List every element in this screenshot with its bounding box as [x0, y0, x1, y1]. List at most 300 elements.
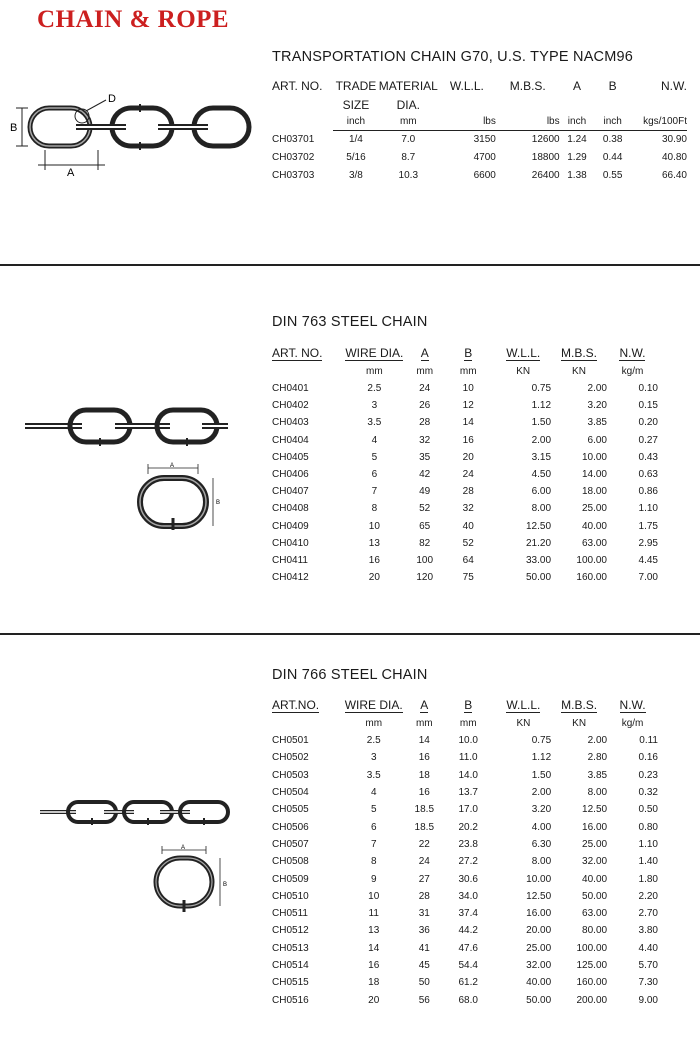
- table-cell: 4: [371, 434, 378, 446]
- table-cell: 9: [370, 873, 377, 885]
- table-cell: 12.50: [582, 804, 608, 816]
- units-row: [272, 114, 687, 130]
- table-cell: 2.00: [531, 787, 552, 799]
- table-cell: 18.00: [581, 486, 607, 498]
- table-cell: 18800: [531, 151, 560, 163]
- table-cell: 28: [418, 890, 430, 902]
- table-cell: 82: [419, 537, 431, 549]
- table-cell: 32.00: [582, 856, 608, 868]
- table-row: [272, 767, 658, 784]
- col-header: M.B.S.: [561, 345, 598, 360]
- table-cell: 3: [370, 752, 377, 764]
- table-cell: 36: [418, 925, 430, 937]
- table-row: [272, 500, 658, 517]
- table-cell: 14: [368, 942, 380, 954]
- table-cell: 0.27: [638, 434, 658, 446]
- table-row: [272, 922, 658, 939]
- table-cell: 0.86: [638, 486, 658, 498]
- din763-diagram-label-a: A: [170, 463, 175, 469]
- units-row: [272, 362, 658, 380]
- unit-cell: lbs: [438, 114, 496, 130]
- table-cell: 16: [368, 960, 380, 971]
- table-cell: 8.00: [587, 787, 608, 799]
- table-cell: 50.00: [526, 572, 552, 584]
- table-cell: 8: [371, 503, 378, 515]
- page-title: CHAIN & ROPE: [37, 6, 230, 33]
- col-header: ART. NO.: [272, 79, 323, 93]
- table-cell: 44.2: [458, 925, 478, 937]
- col-header: W.L.L.: [506, 697, 541, 712]
- g70-spec-table: [272, 76, 687, 184]
- table-cell: 17.0: [458, 804, 478, 816]
- unit-cell: KN: [572, 717, 587, 729]
- table-cell: 5.70: [638, 960, 658, 971]
- table-cell: 13: [368, 537, 380, 549]
- table-cell: 20.2: [458, 821, 478, 833]
- table-row: [272, 991, 658, 1008]
- art-no-cell: CH0514: [272, 960, 309, 971]
- table-cell: 65: [419, 520, 431, 532]
- table-cell: 0.23: [638, 769, 658, 781]
- col-header: A: [572, 79, 581, 93]
- col-header: N.W.: [661, 79, 687, 93]
- art-no-cell: CH0508: [272, 856, 309, 868]
- table-row: [272, 732, 658, 749]
- table-cell: 7: [370, 838, 377, 850]
- table-cell: 0.38: [602, 133, 623, 145]
- table-cell: 4.40: [638, 942, 658, 954]
- table-cell: 40.00: [582, 873, 608, 885]
- table-cell: 40.00: [526, 977, 552, 989]
- table-cell: 52: [462, 537, 474, 549]
- table-cell: 3.85: [587, 769, 608, 781]
- table-row: [272, 888, 658, 905]
- table-cell: 1.10: [638, 838, 658, 850]
- col-header: SIZE: [342, 98, 370, 112]
- col-header: A: [420, 697, 429, 712]
- table-header-row-2: [272, 96, 687, 114]
- table-cell: 11.0: [458, 752, 478, 764]
- din766-diagram-label-a: A: [181, 845, 186, 851]
- art-no-cell: CH0405: [272, 451, 309, 463]
- table-cell: 3/8: [348, 169, 363, 181]
- art-no-cell: CH0412: [272, 572, 309, 584]
- table-header-row: [272, 696, 658, 714]
- table-cell: 3.20: [531, 804, 552, 816]
- table-cell: 120: [416, 572, 434, 584]
- unit-cell: kg/m: [621, 717, 644, 729]
- art-no-cell: CH0511: [272, 908, 308, 920]
- table-cell: 30.6: [458, 873, 478, 885]
- table-cell: 27: [418, 873, 430, 885]
- table-cell: 0.32: [638, 787, 658, 799]
- table-cell: 10.3: [398, 169, 419, 181]
- table-cell: 14: [418, 735, 430, 747]
- table-cell: 7.0: [401, 133, 416, 145]
- col-header: TRADE: [335, 79, 377, 93]
- art-no-cell: CH0507: [272, 838, 309, 850]
- table-cell: 8: [370, 856, 377, 868]
- table-cell: 40.00: [581, 520, 607, 532]
- table-cell: 24: [418, 856, 430, 868]
- table-cell: 3.80: [638, 925, 658, 937]
- table-row: [272, 905, 658, 922]
- table-cell: 37.4: [458, 908, 478, 920]
- table-cell: 2.80: [587, 752, 608, 764]
- table-row: [272, 449, 658, 466]
- table-row: [272, 130, 687, 148]
- table-cell: 16: [418, 752, 430, 764]
- table-cell: 1.50: [531, 417, 552, 429]
- table-cell: 49: [419, 486, 431, 498]
- table-cell: 16.00: [526, 908, 552, 920]
- art-no-cell: CH03701: [272, 133, 315, 145]
- table-row: [272, 749, 658, 766]
- table-cell: 12600: [531, 133, 560, 145]
- table-row: [272, 148, 687, 166]
- table-cell: 75: [462, 572, 474, 584]
- art-no-cell: CH0513: [272, 942, 309, 954]
- din766-spec-table: [272, 696, 658, 1009]
- art-no-cell: CH0402: [272, 400, 309, 412]
- table-cell: 35: [419, 451, 431, 463]
- table-cell: 25.00: [581, 503, 607, 515]
- section-divider: [0, 633, 700, 635]
- table-cell: 18.5: [414, 804, 435, 816]
- table-cell: 63.00: [581, 537, 607, 549]
- col-header: DIA.: [396, 98, 420, 112]
- table-cell: 33.00: [526, 554, 552, 566]
- col-header: B: [464, 345, 473, 360]
- table-cell: 27.2: [458, 856, 478, 868]
- col-header: W.L.L.: [449, 79, 484, 93]
- table-row: [272, 801, 658, 818]
- table-cell: 0.80: [638, 821, 658, 833]
- table-row: [272, 397, 658, 414]
- table-cell: 1.75: [638, 520, 658, 532]
- table-cell: 20: [462, 451, 474, 463]
- din763-link-detail-diagram: [128, 458, 228, 538]
- col-header: N.W.: [619, 697, 646, 712]
- table-cell: 64: [462, 554, 474, 566]
- table-cell: 54.4: [458, 960, 478, 971]
- table-cell: 18: [368, 977, 380, 989]
- table-cell: 4700: [473, 151, 496, 163]
- art-no-cell: CH0506: [272, 821, 309, 833]
- col-header: M.B.S.: [509, 79, 546, 93]
- table-cell: 200.00: [576, 994, 608, 1006]
- table-cell: 3.5: [367, 417, 382, 429]
- table-cell: 10: [368, 520, 380, 532]
- table-cell: 14.00: [581, 469, 607, 481]
- table-cell: 30.90: [661, 133, 687, 145]
- table-cell: 1.50: [531, 769, 552, 781]
- table-cell: 1.38: [567, 169, 587, 181]
- table-cell: 160.00: [576, 572, 607, 584]
- table-cell: 52: [419, 503, 431, 515]
- table-cell: 6.00: [587, 434, 607, 446]
- col-header: ART. NO.: [272, 345, 323, 360]
- table-cell: 4.50: [531, 469, 552, 481]
- din766-diagram-label-b: B: [223, 882, 228, 888]
- table-cell: 61.2: [458, 977, 478, 989]
- table-cell: 1/4: [348, 133, 363, 145]
- table-cell: 14: [462, 417, 474, 429]
- art-no-cell: CH0505: [272, 804, 309, 816]
- art-no-cell: CH0504: [272, 787, 309, 799]
- table-cell: 50.00: [582, 890, 608, 902]
- table-row: [272, 166, 687, 184]
- col-header: A: [420, 345, 429, 360]
- table-cell: 1.29: [567, 151, 587, 163]
- unit-cell: KN: [516, 717, 531, 729]
- table-cell: 0.75: [531, 383, 552, 395]
- table-cell: 4: [370, 787, 377, 799]
- table-row: [272, 466, 658, 483]
- table-cell: 41: [418, 942, 430, 954]
- table-cell: 1.12: [531, 752, 552, 764]
- col-header: B: [464, 697, 473, 712]
- section-divider: [0, 264, 700, 266]
- table-cell: 24: [419, 383, 431, 395]
- table-cell: 8.00: [531, 856, 552, 868]
- unit-cell: inch: [594, 114, 631, 130]
- col-header: W.L.L.: [506, 345, 541, 360]
- table-cell: 8.00: [531, 503, 552, 515]
- table-cell: 0.63: [638, 469, 658, 481]
- table-cell: 3: [371, 400, 378, 412]
- table-cell: 6: [370, 821, 377, 833]
- table-cell: 4.00: [531, 821, 552, 833]
- table-cell: 1.40: [638, 856, 658, 868]
- table-cell: 0.44: [602, 151, 623, 163]
- col-header: ART.NO.: [272, 697, 320, 712]
- unit-cell: mm: [366, 365, 383, 377]
- table-cell: 3.20: [587, 400, 607, 412]
- table-cell: 50: [418, 977, 430, 989]
- art-no-cell: CH0408: [272, 503, 309, 515]
- table-cell: 14.0: [458, 769, 478, 781]
- table-cell: 6.30: [531, 838, 552, 850]
- table-cell: 10.0: [458, 735, 478, 747]
- col-header: B: [608, 79, 617, 93]
- unit-cell: KN: [516, 365, 531, 377]
- table-cell: 23.8: [458, 838, 478, 850]
- art-no-cell: CH0509: [272, 873, 309, 885]
- unit-cell: KN: [572, 365, 586, 377]
- table-cell: 40: [462, 520, 474, 532]
- unit-cell: mm: [416, 365, 434, 377]
- table-cell: 0.16: [638, 752, 658, 764]
- table-cell: 6: [371, 469, 378, 481]
- table-cell: 68.0: [458, 994, 478, 1006]
- table-cell: 0.75: [531, 735, 552, 747]
- table-cell: 0.11: [639, 735, 658, 747]
- table-cell: 18.5: [414, 821, 435, 833]
- table-cell: 66.40: [661, 169, 687, 181]
- table-cell: 21.20: [526, 537, 552, 549]
- table-cell: 5: [370, 804, 377, 816]
- table-row: [272, 957, 658, 974]
- table-row: [272, 414, 658, 431]
- table-cell: 1.12: [531, 400, 552, 412]
- table-cell: 42: [419, 469, 431, 481]
- table-cell: 0.50: [638, 804, 658, 816]
- table-cell: 0.10: [638, 383, 658, 395]
- table-cell: 5: [371, 451, 378, 463]
- art-no-cell: CH0410: [272, 537, 309, 549]
- table-cell: 24: [462, 469, 474, 481]
- table-cell: 34.0: [458, 890, 478, 902]
- table-header-row: [272, 344, 658, 362]
- table-cell: 10.00: [581, 451, 607, 463]
- table-cell: 31: [418, 908, 430, 920]
- table-cell: 0.15: [638, 400, 658, 412]
- table-cell: 3.15: [531, 451, 552, 463]
- table-cell: 10: [368, 890, 380, 902]
- unit-cell: kgs/100Ft: [631, 114, 687, 130]
- table-cell: 47.6: [458, 942, 478, 954]
- table-cell: 0.20: [638, 417, 658, 429]
- table-cell: 125.00: [576, 960, 608, 971]
- table-cell: 5/16: [346, 151, 366, 163]
- g70-diagram-label-a: A: [67, 167, 75, 179]
- unit-cell: lbs: [496, 114, 560, 130]
- din763-chain-diagram: [20, 400, 230, 450]
- art-no-cell: CH03702: [272, 151, 315, 163]
- table-cell: 2.5: [366, 735, 381, 747]
- art-no-cell: CH0503: [272, 769, 309, 781]
- col-header: N.W.: [619, 345, 646, 360]
- unit-cell: mm: [365, 717, 383, 729]
- table-cell: 32: [462, 503, 474, 515]
- art-no-cell: CH0406: [272, 469, 309, 481]
- table-cell: 56: [418, 994, 430, 1006]
- table-cell: 3.5: [366, 769, 381, 781]
- table-cell: 16: [418, 787, 430, 799]
- table-cell: 0.43: [638, 451, 658, 463]
- table-cell: 160.00: [576, 977, 608, 989]
- table-row: [272, 974, 658, 991]
- col-header: WIRE DIA.: [345, 345, 404, 360]
- table-cell: 28: [419, 417, 431, 429]
- table-cell: 6600: [473, 169, 496, 181]
- table-cell: 2.5: [367, 383, 382, 395]
- table-row: [272, 535, 658, 552]
- unit-cell: mm: [459, 717, 477, 729]
- table-row: [272, 853, 658, 870]
- table-cell: 8.7: [401, 151, 416, 163]
- din763-diagram-label-b: B: [216, 500, 221, 506]
- table-cell: 12.50: [526, 890, 552, 902]
- table-cell: 16: [368, 554, 380, 566]
- table-cell: 26: [419, 400, 431, 412]
- art-no-cell: CH0516: [272, 994, 309, 1006]
- table-cell: 25.00: [582, 838, 608, 850]
- table-cell: 28: [462, 486, 474, 498]
- table-cell: 18: [418, 769, 430, 781]
- unit-cell: mm: [415, 717, 433, 729]
- art-no-cell: CH0404: [272, 434, 309, 446]
- table-cell: 0.55: [602, 169, 623, 181]
- section-title-g70: TRANSPORTATION CHAIN G70, U.S. TYPE NACM96: [272, 49, 634, 65]
- table-cell: 80.00: [582, 925, 608, 937]
- table-cell: 13.7: [458, 787, 478, 799]
- unit-cell: mm: [379, 114, 438, 130]
- table-cell: 11: [368, 908, 379, 920]
- art-no-cell: CH0515: [272, 977, 309, 989]
- table-cell: 3150: [473, 133, 496, 145]
- table-cell: 50.00: [526, 994, 552, 1006]
- col-header: WIRE DIA.: [344, 697, 403, 712]
- art-no-cell: CH0403: [272, 417, 309, 429]
- table-cell: 22: [418, 838, 430, 850]
- unit-cell: mm: [459, 365, 477, 377]
- table-cell: 7.30: [638, 977, 658, 989]
- table-cell: 7: [371, 486, 378, 498]
- table-cell: 2.70: [638, 908, 658, 920]
- table-cell: 1.10: [638, 503, 658, 515]
- table-cell: 100.00: [576, 554, 607, 566]
- unit-cell: kg/m: [621, 365, 644, 377]
- col-header: MATERIAL: [378, 79, 438, 93]
- g70-diagram-label-d: D: [108, 93, 116, 105]
- table-cell: 16.00: [582, 821, 608, 833]
- table-row: [272, 784, 658, 801]
- table-cell: 9.00: [638, 994, 658, 1006]
- table-cell: 32.00: [526, 960, 552, 971]
- table-row: [272, 380, 658, 397]
- g70-diagram-label-b: B: [10, 122, 18, 134]
- table-cell: 1.24: [567, 133, 587, 145]
- table-cell: 2.00: [587, 735, 608, 747]
- table-cell: 63.00: [582, 908, 608, 920]
- table-cell: 20: [368, 572, 380, 584]
- table-cell: 6.00: [531, 486, 552, 498]
- table-cell: 45: [418, 960, 430, 971]
- table-cell: 100: [416, 554, 434, 566]
- table-cell: 100.00: [576, 942, 608, 954]
- art-no-cell: CH0407: [272, 486, 309, 498]
- table-header-row: [272, 76, 687, 96]
- section-title-din763: DIN 763 STEEL CHAIN: [272, 314, 428, 330]
- table-cell: 20.00: [526, 925, 552, 937]
- table-cell: 10: [462, 383, 474, 395]
- table-row: [272, 940, 658, 957]
- table-row: [272, 518, 658, 535]
- table-row: [272, 870, 658, 887]
- unit-cell: inch: [560, 114, 595, 130]
- table-row: [272, 818, 658, 835]
- table-cell: 26400: [531, 169, 560, 181]
- unit-cell: inch: [333, 114, 379, 130]
- table-cell: 2.00: [531, 434, 552, 446]
- table-cell: 2.00: [587, 383, 607, 395]
- art-no-cell: CH0510: [272, 890, 309, 902]
- table-row: [272, 483, 658, 500]
- art-no-cell: CH0502: [272, 752, 309, 764]
- art-no-cell: CH03703: [272, 169, 315, 181]
- table-row: [272, 552, 658, 569]
- art-no-cell: CH0409: [272, 520, 309, 532]
- table-cell: 7.00: [638, 572, 658, 584]
- table-cell: 2.95: [638, 537, 658, 549]
- din766-chain-diagram: [36, 795, 236, 835]
- table-cell: 13: [368, 925, 380, 937]
- table-row: [272, 836, 658, 853]
- art-no-cell: CH0501: [272, 735, 309, 747]
- table-row: [272, 432, 658, 449]
